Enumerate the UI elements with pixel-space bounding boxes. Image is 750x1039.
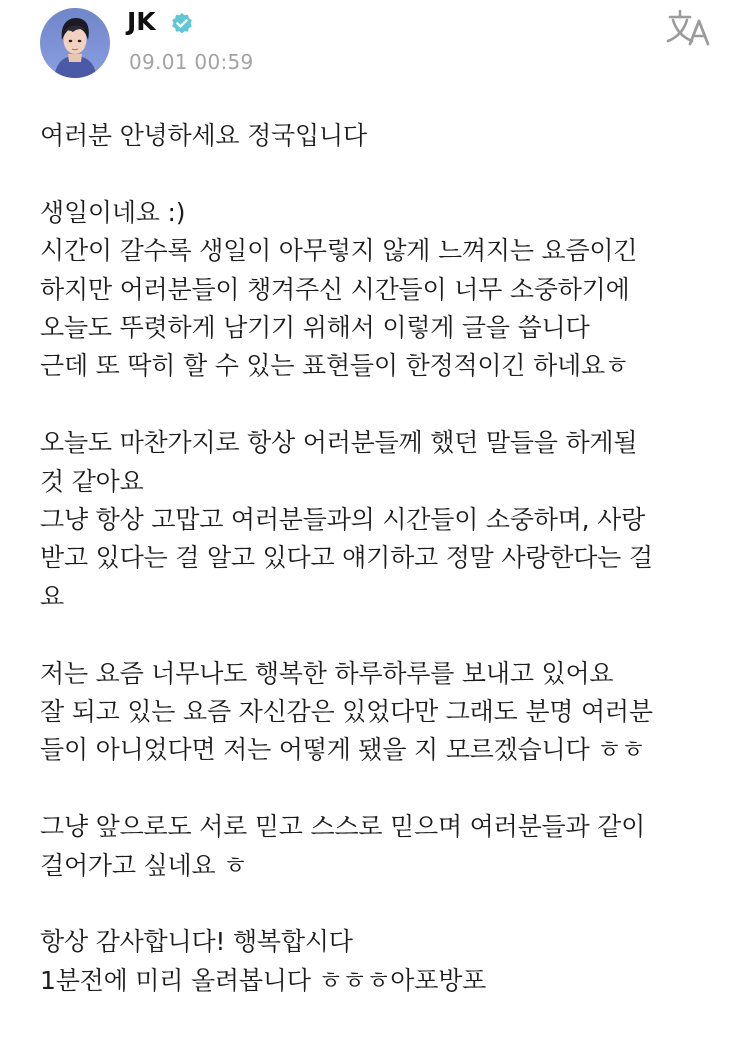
post-text-line: 오늘도 뚜렷하게 남기기 위해서 이렇게 글을 씁니다 [40,313,590,343]
profile-photo [40,8,110,78]
post-paragraph [40,655,730,770]
post-paragraph [40,923,730,1000]
post-text-line: 항상 감사합니다! 행복합시다 [40,927,353,957]
post-timestamp: 09.01 00:59 [129,50,254,74]
post-text-line: 들이 아니었다면 저는 어떻게 됐을 지 모르겠습니다 ㅎㅎ [40,735,646,765]
post-text-line: 생일이네요 :) [40,197,186,227]
post-paragraph [40,808,730,885]
post-body [40,117,730,1039]
post-text-line: 오늘도 마찬가지로 항상 어러분들께 했던 말들을 하게될 [40,428,638,458]
post-text-line: 여러분 안녕하세요 정국입니다 [40,121,367,150]
post-text-line: 것 같아요 [40,466,144,496]
post-paragraph [40,424,730,616]
post-paragraph [40,194,730,386]
post-text-line: 하지만 어러분들이 챙겨주신 시간들이 너무 소중하기에 [40,274,630,304]
post-text-line: 근데 또 딱히 할 수 있는 표현들이 한정적이긴 하네요ㅎ [40,351,629,381]
post-text-line: 잘 되고 있는 요즘 자신감은 있었다만 그래도 분명 여러분 [40,697,653,727]
post-header [0,0,750,100]
post-text-line: 받고 있다는 걸 알고 있다고 얘기하고 정말 사랑한다는 걸 [40,543,653,573]
post-text-line: 시간이 갈수록 생일이 아무렇지 않게 느껴지는 요즘이긴 [40,236,638,266]
post-text-line: 1분전에 미리 올려봅니다 ㅎㅎㅎ아포방포 [40,965,487,995]
translate-icon[interactable] [664,8,714,48]
post-text-line: 그냥 항상 고맙고 여러분들과의 시간들이 소중하며, 사랑 [40,505,646,535]
verified-badge-icon [170,12,194,36]
post-text-line: 그냥 앞으로도 서로 믿고 스스로 믿으며 여러분들과 같이 [40,812,646,842]
post-text-line: 저는 요즘 너무나도 행복한 하루하루를 보내고 있어요 [40,658,614,688]
post-text-line: 걸어가고 싶네요 ㅎ [40,850,248,880]
post-paragraph [40,117,730,155]
avatar[interactable] [40,8,110,78]
author-name[interactable]: JK [127,7,156,36]
post-text-line: 요 [40,581,64,611]
